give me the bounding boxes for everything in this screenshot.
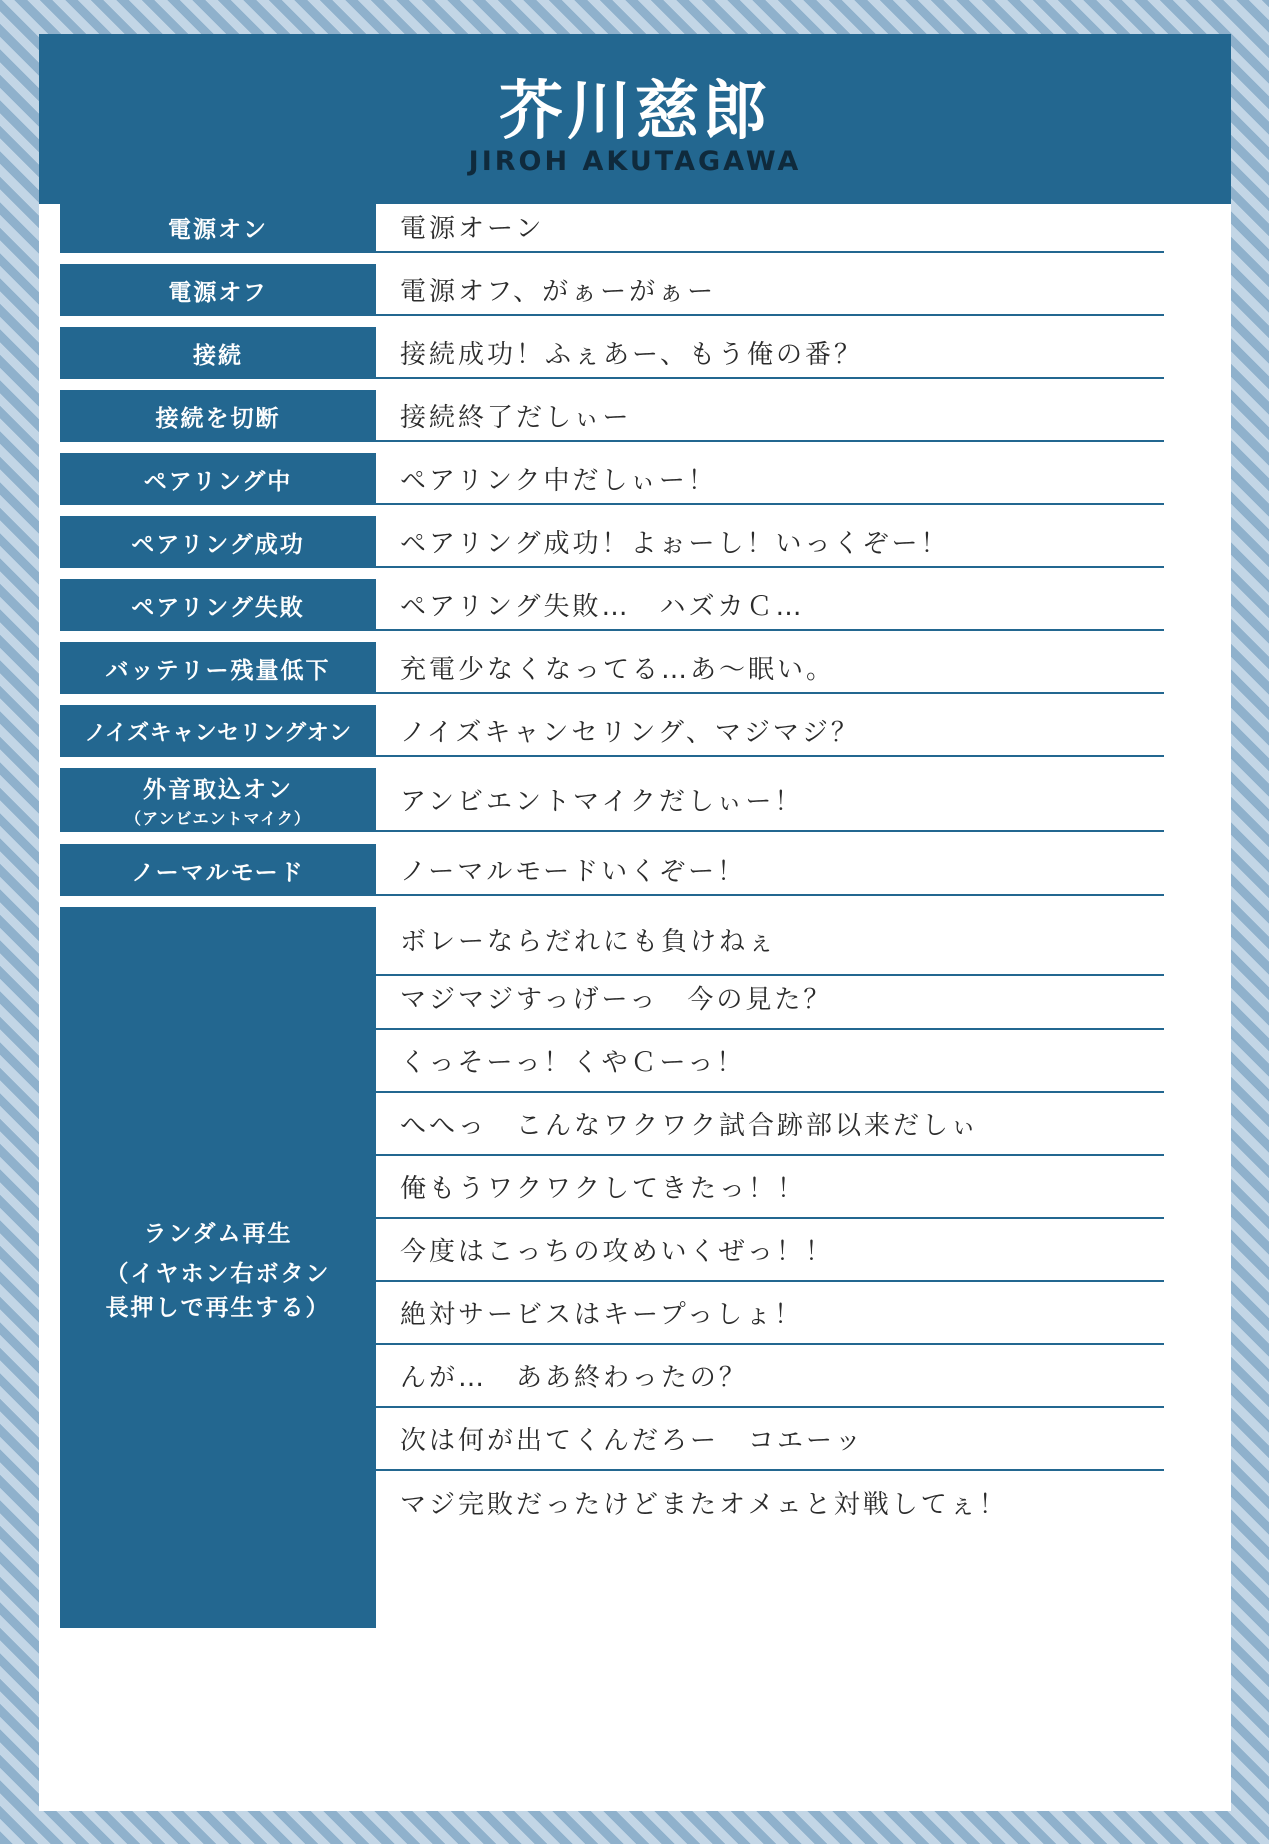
- row-label: 接続: [60, 327, 376, 379]
- row-label: 外音取込オン （アンビエントマイク）: [60, 768, 376, 832]
- random-sublabel-line-2: 長押しで再生する）: [105, 1294, 331, 1321]
- table-row: [60, 844, 1164, 896]
- random-playback-label: ランダム再生 （イヤホン右ボタン 長押しで再生する）: [60, 907, 376, 1628]
- table-row: [60, 201, 1164, 253]
- random-line: くっそーっ！くやＣーっ！: [376, 1030, 1164, 1093]
- row-value: ノーマルモードいくぞー！: [376, 844, 1164, 896]
- row-label: ペアリング中: [60, 453, 376, 505]
- header-banner: [39, 34, 1231, 204]
- page-title: 芥川慈郎: [499, 75, 771, 149]
- random-line: マジマジすっげーっ 今の見た？: [376, 967, 1164, 1030]
- table-row: [60, 327, 1164, 379]
- row-label: 接続を切断: [60, 390, 376, 442]
- row-value: ペアリング成功！よぉーし！いっくぞー！: [376, 516, 1164, 568]
- row-value: ペアリンク中だしぃー！: [376, 453, 1164, 505]
- random-line: ボレーならだれにも負けねぇ: [376, 904, 1164, 976]
- table-row: [60, 516, 1164, 568]
- row-value: アンビエントマイクだしぃー！: [376, 768, 1164, 832]
- random-line: 俺もうワクワクしてきたっ！！: [376, 1156, 1164, 1219]
- row-label: ノイズキャンセリングオン: [60, 705, 376, 757]
- table-row: [60, 264, 1164, 316]
- random-line: んが… ああ終わったの？: [376, 1345, 1164, 1408]
- table-row: [60, 768, 1164, 832]
- random-line: へへっ こんなワクワク試合跡部以来だしぃ: [376, 1093, 1164, 1156]
- random-line: マジ完敗だったけどまたオメェと対戦してぇ！: [400, 1490, 1008, 1520]
- row-label: 電源オン: [60, 201, 376, 253]
- row-label: ペアリング成功: [60, 516, 376, 568]
- random-sublabel-line-1: （イヤホン右ボタン: [105, 1260, 331, 1287]
- page-subtitle: JIROH AKUTAGAWA: [468, 146, 802, 177]
- row-value: ペアリング失敗… ハズカＣ…: [376, 579, 1164, 631]
- table-row: [60, 390, 1164, 442]
- row-value: 接続成功！ふぇあー、もう俺の番？: [376, 327, 1164, 379]
- table-row: [60, 642, 1164, 694]
- table-row: [60, 453, 1164, 505]
- random-line: 次は何が出てくんだろー コエーッ: [376, 1408, 1164, 1471]
- random-line: 今度はこっちの攻めいくぜっ！！: [376, 1219, 1164, 1282]
- row-label: バッテリー残量低下: [60, 642, 376, 694]
- row-label: ペアリング失敗: [60, 579, 376, 631]
- random-line: 絶対サービスはキープっしょ！: [376, 1282, 1164, 1345]
- voice-list-card: [39, 34, 1231, 1811]
- table-row: [60, 705, 1164, 757]
- row-sublabel: （アンビエントマイク）: [125, 809, 311, 828]
- row-value: 充電少なくなってる…あ〜眠い。: [376, 642, 1164, 694]
- row-label: 電源オフ: [60, 264, 376, 316]
- table-row: [60, 579, 1164, 631]
- row-value: 接続終了だしぃー: [376, 390, 1164, 442]
- row-value: 電源オーン: [376, 201, 1164, 253]
- row-label: ノーマルモード: [60, 844, 376, 896]
- row-value: 電源オフ、がぁーがぁー: [376, 264, 1164, 316]
- row-value: ノイズキャンセリング、マジマジ？: [376, 705, 1164, 757]
